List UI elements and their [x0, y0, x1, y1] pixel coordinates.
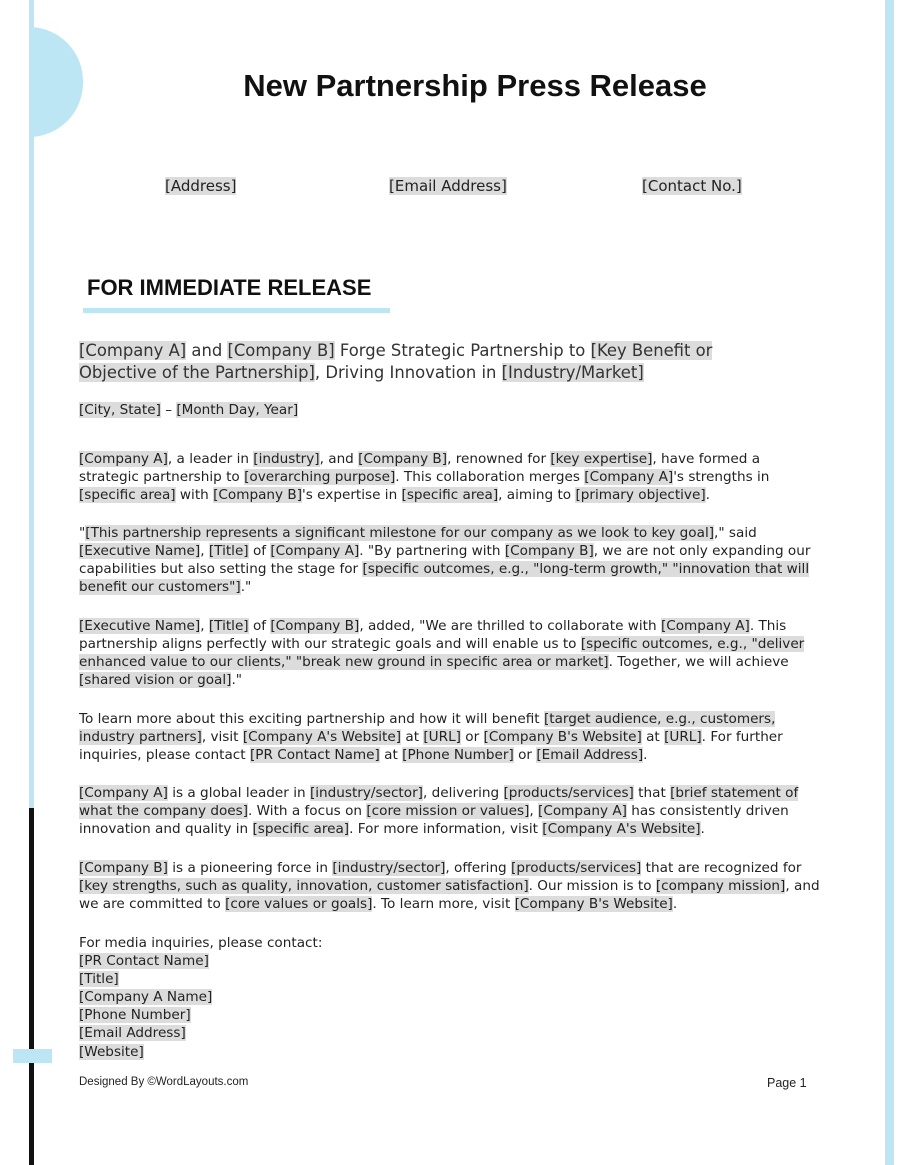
placeholder-field: [Company A] [584, 469, 674, 486]
placeholder-field: [Company B] [227, 341, 335, 360]
text-run: is a pioneering force in [167, 860, 333, 876]
placeholder-field: [Executive Name] [79, 618, 201, 634]
placeholder-field: [Company A] [79, 341, 187, 360]
text-run: 's expertise in [302, 487, 402, 504]
text-run: . [672, 896, 678, 913]
placeholder-field: [specific area] [401, 487, 499, 504]
text-run: or [460, 729, 484, 746]
placeholder-field: [Company B] [79, 860, 168, 876]
placeholder-field: [Company B's Website] [483, 729, 642, 746]
placeholder-field: [Company B] [213, 487, 303, 504]
right-accent-bar [885, 0, 894, 1165]
placeholder-field: [Industry/Market] [501, 363, 644, 382]
paragraph-quote-company-a [79, 524, 824, 596]
text-run: To learn more about this exciting partnership and how it will benefit [79, 711, 544, 727]
placeholder-field: [Phone Number] [402, 747, 514, 764]
media-contact-line: [Company A Name] [79, 989, 213, 1006]
text-run: that [633, 785, 671, 801]
placeholder-field: [key expertise] [550, 451, 653, 467]
text-run: , and [319, 451, 359, 467]
dateline [79, 401, 298, 419]
text-run: . For further inquiries, please contact [79, 729, 783, 764]
placeholder-field: [specific outcomes, e.g., "deliver enhanced value to our clients," "break new ground in specific area or market] [79, 636, 805, 671]
placeholder-field: [Key Benefit or Objective of the Partnership] [79, 341, 713, 382]
media-contact-intro: For media inquiries, please contact: [79, 935, 323, 951]
text-run: , aiming to [498, 487, 576, 504]
text-run: – [160, 402, 177, 418]
media-contact-line: [Website] [79, 1043, 144, 1060]
placeholder-field: [overarching purpose] [244, 469, 396, 486]
text-run: . This partnership aligns perfectly with our strategic goals and will enable us to [79, 618, 787, 653]
text-run: , [200, 618, 209, 634]
paragraph-quote-company-b [79, 617, 824, 689]
placeholder-field: [City, State] [79, 402, 161, 418]
text-run: , delivering [422, 785, 504, 801]
text-run: , we are not only expanding our capabilities but also setting the stage for [79, 543, 811, 578]
placeholder-field: [Executive Name] [79, 543, 201, 560]
placeholder-field: [Company A's Website] [542, 821, 701, 838]
placeholder-field: [Company B's Website] [514, 896, 673, 913]
text-run: . [700, 821, 705, 838]
placeholder-field: [industry] [253, 451, 320, 467]
text-run: . [705, 487, 710, 504]
paragraph-about-company-b [79, 859, 824, 913]
text-run: . For more information, visit [349, 821, 543, 838]
placeholder-field: [Company A's Website] [242, 729, 402, 746]
contact-number-placeholder: [Contact No.] [642, 177, 742, 195]
text-run: ." [231, 672, 243, 689]
text-run: , renowned for [447, 451, 551, 467]
text-run: " [79, 525, 86, 541]
text-run: , a leader in [167, 451, 254, 467]
text-run: , visit [201, 729, 243, 746]
text-run: that are recognized for [641, 860, 802, 876]
left-tab-decoration [13, 1049, 52, 1063]
placeholder-field: [Company B] [358, 451, 448, 467]
text-run: with [175, 487, 214, 504]
text-run: , Driving Innovation in [314, 363, 502, 382]
placeholder-field: [specific area] [79, 487, 176, 504]
text-run: . This collaboration merges [395, 469, 585, 486]
placeholder-field: [company mission] [655, 878, 786, 895]
left-dark-line [29, 808, 34, 1165]
text-run: has consistently driven innovation and quality in [79, 803, 789, 838]
text-run: ," said [714, 525, 757, 541]
placeholder-field: [URL] [664, 729, 702, 746]
text-run: , [200, 543, 209, 560]
text-run: of [248, 618, 271, 634]
paragraph-about-company-a [79, 784, 824, 838]
placeholder-field: [Company A] [79, 785, 168, 801]
text-run: at [379, 747, 403, 764]
placeholder-field: [specific outcomes, e.g., "long-term growth," "innovation that will benefit our customers"] [79, 561, 810, 596]
text-run: at [641, 729, 665, 746]
placeholder-field: [specific area] [252, 821, 350, 838]
media-contact-line: [Title] [79, 971, 119, 988]
placeholder-field: [Company A] [79, 451, 168, 467]
address-placeholder: [Address] [165, 177, 237, 195]
placeholder-field: [core values or goals] [225, 896, 373, 913]
media-contact-line: [Email Address] [79, 1025, 186, 1042]
placeholder-field: [brief statement of what the company does] [79, 785, 799, 820]
placeholder-field: [key strengths, such as quality, innovation, customer satisfaction] [79, 878, 529, 895]
placeholder-field: [URL] [423, 729, 461, 746]
placeholder-field: [core mission or values] [366, 803, 530, 820]
page-number: Page 1 [767, 1076, 807, 1090]
placeholder-field: [industry/sector] [332, 860, 446, 876]
placeholder-field: [Month Day, Year] [176, 402, 299, 418]
placeholder-field: [products/services] [503, 785, 634, 801]
paragraph-learn-more [79, 710, 824, 764]
media-contact-block [79, 934, 824, 1061]
footer-credit: Designed By ©WordLayouts.com [79, 1076, 249, 1088]
headline [79, 340, 779, 384]
placeholder-field: [primary objective] [575, 487, 706, 504]
text-run: ." [240, 579, 252, 596]
text-run: , added, "We are thrilled to collaborate with [359, 618, 661, 634]
email-placeholder: [Email Address] [389, 177, 507, 195]
text-run: , and we are committed to [79, 878, 820, 913]
placeholder-field: [PR Contact Name] [249, 747, 380, 764]
text-run: Forge Strategic Partnership to [334, 341, 591, 360]
media-contact-line: [Phone Number] [79, 1007, 191, 1024]
text-run: . With a focus on [248, 803, 367, 820]
release-label: FOR IMMEDIATE RELEASE [87, 275, 372, 300]
placeholder-field: [shared vision or goal] [79, 672, 232, 689]
text-run: . Our mission is to [528, 878, 656, 895]
paragraph-intro [79, 450, 824, 504]
placeholder-field: [products/services] [511, 860, 642, 876]
placeholder-field: [Company A] [660, 618, 750, 634]
placeholder-field: [Company B] [504, 543, 594, 560]
placeholder-field: [Title] [208, 543, 249, 560]
text-run: , [529, 803, 539, 820]
placeholder-field: [Company B] [270, 618, 360, 634]
text-run: , offering [445, 860, 512, 876]
document-title: New Partnership Press Release [243, 68, 707, 103]
text-run: at [401, 729, 424, 746]
text-run: of [248, 543, 271, 560]
placeholder-field: [Company A] [538, 803, 627, 820]
text-run: is a global leader in [167, 785, 310, 801]
text-run: . To learn more, visit [372, 896, 515, 913]
placeholder-field: [Email Address] [536, 747, 644, 764]
placeholder-field: [target audience, e.g., customers, industry partners] [79, 711, 776, 746]
placeholder-field: [Title] [208, 618, 249, 634]
placeholder-field: [industry/sector] [309, 785, 423, 801]
text-run: . [643, 747, 648, 764]
text-run: . "By partnering with [359, 543, 505, 560]
text-run: . Together, we will achieve [608, 654, 789, 671]
text-run: and [186, 341, 228, 360]
release-label-underline [83, 308, 390, 313]
media-contact-line: [PR Contact Name] [79, 953, 209, 970]
text-run: , have formed a strategic partnership to [79, 451, 761, 486]
placeholder-field: [This partnership represents a significant milestone for our company as we look to key goal] [85, 525, 715, 541]
text-run: 's strengths in [673, 469, 770, 486]
placeholder-field: [Company A] [270, 543, 360, 560]
text-run: or [513, 747, 537, 764]
